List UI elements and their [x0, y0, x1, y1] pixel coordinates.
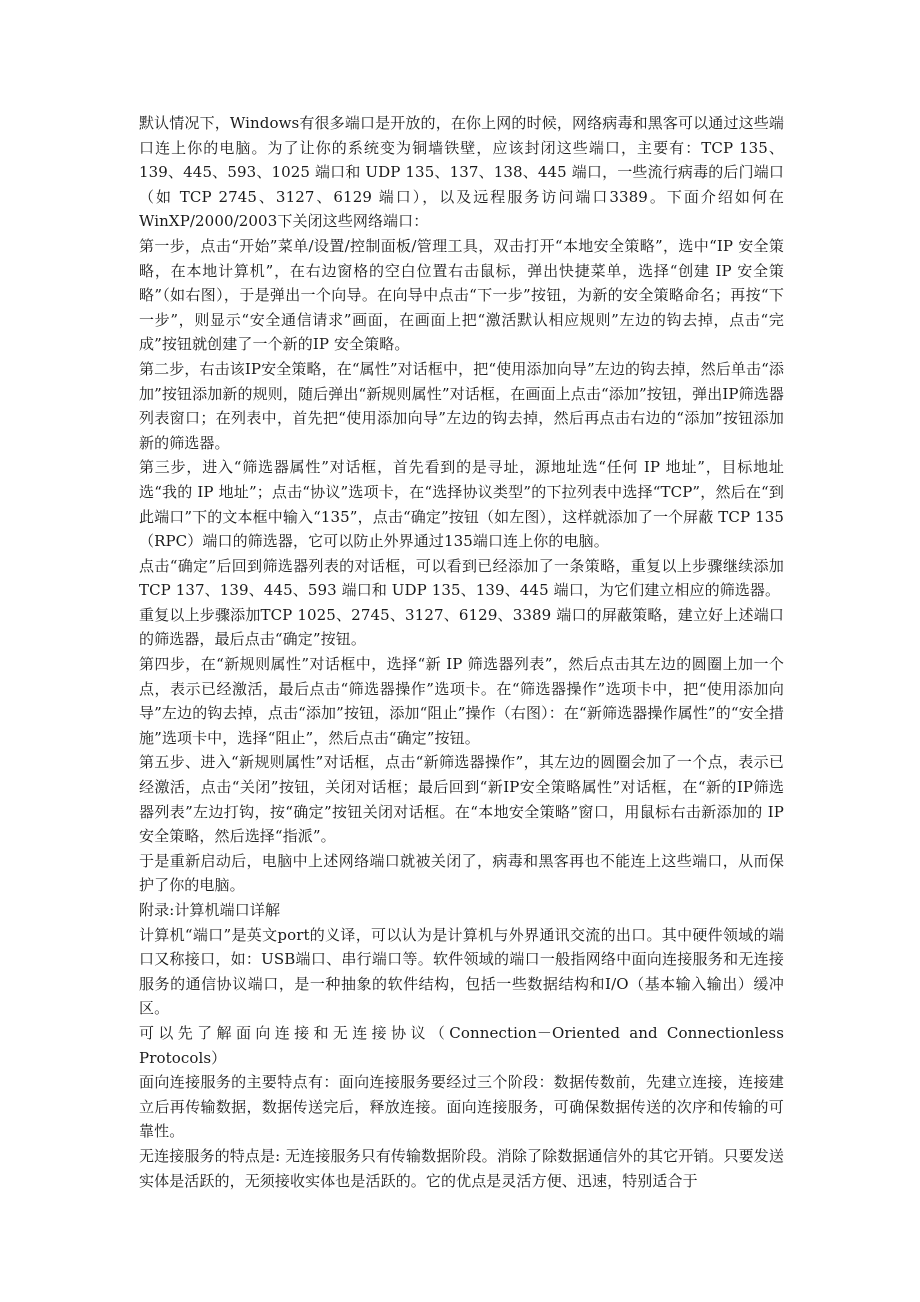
paragraph-intro: 默认情况下，Windows有很多端口是开放的，在你上网的时候，网络病毒和黑客可以通过这些端口连上你的电脑。为了让你的系统变为铜墙铁壁，应该封闭这些端口，主要有：TCP 135、139、445、593、1025 端口和 UDP 135、137、138、445 端口，一些流行病毒的后门端口（如 TCP 2745、3127、6129 端口），以及远程服务访问端口3389。下面介绍如何在WinXP/2000/2003下关闭这些网络端口：	[139, 114, 784, 231]
paragraph-step-5: 第五步、进入“新规则属性”对话框，点击“新筛选器操作”，其左边的圆圈会加了一个点，表示已经激活，点击“关闭”按钮，关闭对话框；最后回到“新IP安全策略属性”对话框，在“新的IP筛选器列表”左边打钩，按“确定”按钮关闭对话框。在“本地安全策略”窗口，用鼠标右击新添加的 IP 安全策略，然后选择“指派”。	[139, 753, 784, 846]
paragraph-step-3: 第三步，进入“筛选器属性”对话框，首先看到的是寻址，源地址选“任何 IP 地址”，目标地址选“我的 IP 地址”；点击“协议”选项卡，在“选择协议类型”的下拉列表中选择“TCP”，然后在“到此端口”下的文本框中输入“135”，点击“确定”按钮（如左图），这样就添加了一个屏蔽 TCP 135（RPC）端口的筛选器，它可以防止外界通过135端口连上你的电脑。	[139, 458, 784, 551]
paragraph-result: 于是重新启动后，电脑中上述网络端口就被关闭了，病毒和黑客再也不能连上这些端口，从而保护了你的电脑。	[139, 851, 784, 895]
paragraph-repeat-steps: 重复以上步骤添加TCP 1025、2745、3127、6129、3389 端口的屏蔽策略，建立好上述端口的筛选器，最后点击“确定”按钮。	[139, 605, 784, 649]
appendix-heading: 附录:计算机端口详解	[139, 901, 281, 919]
paragraph-confirm-filters: 点击“确定”后回到筛选器列表的对话框，可以看到已经添加了一条策略，重复以上步骤继续添加 TCP 137、139、445、593 端口和 UDP 135、139、445 端口，为它们建立相应的筛选器。	[139, 556, 784, 600]
paragraph-connection-oriented: 面向连接服务的主要特点有：面向连接服务要经过三个阶段：数据传数前，先建立连接，连接建立后再传输数据，数据传送完后，释放连接。面向连接服务，可确保数据传送的次序和传输的可靠性。	[139, 1073, 784, 1141]
paragraph-step-4: 第四步，在“新规则属性”对话框中，选择“新 IP 筛选器列表”，然后点击其左边的圆圈上加一个点，表示已经激活，最后点击“筛选器操作”选项卡。在“筛选器操作”选项卡中，把“使用添加向导”左边的钩去掉，点击“添加”按钮，添加“阻止”操作（右图）：在“新筛选器操作属性”的“安全措施”选项卡中，选择“阻止”，然后点击“确定”按钮。	[139, 655, 784, 747]
paragraph-connectionless: 无连接服务的特点是: 无连接服务只有传输数据阶段。消除了除数据通信外的其它开销。只要发送实体是活跃的，无须接收实体也是活跃的。它的优点是灵活方便、迅速，特别适合于	[139, 1146, 784, 1190]
document-body	[139, 111, 784, 1193]
paragraph-protocols-intro: 可以先了解面向连接和无连接协议（Connection－Oriented and Connectionless Protocols）	[139, 1023, 784, 1067]
paragraph-step-1: 第一步，点击“开始”菜单/设置/控制面板/管理工具，双击打开“本地安全策略”，选中“IP 安全策略，在本地计算机”，在右边窗格的空白位置右击鼠标，弹出快捷菜单，选择“创建 IP 安全策略”（如右图），于是弹出一个向导。在向导中点击“下一步”按钮，为新的安全策略命名；再按“下一步”，则显示“安全通信请求”画面，在画面上把“激活默认相应规则”左边的钩去掉，点击“完成”按钮就创建了一个新的IP 安全策略。	[139, 236, 784, 354]
paragraph-port-definition: 计算机“端口”是英文port的义译，可以认为是计算机与外界通讯交流的出口。其中硬件领域的端口又称接口，如：USB端口、串行端口等。软件领域的端口一般指网络中面向连接服务和无连接服务的通信协议端口，是一种抽象的软件结构，包括一些数据结构和I/O（基本输入输出）缓冲区。	[139, 925, 784, 1018]
paragraph-step-2: 第二步，右击该IP安全策略，在“属性”对话框中，把“使用添加向导”左边的钩去掉，然后单击“添加”按钮添加新的规则，随后弹出“新规则属性”对话框，在画面上点击“添加”按钮，弹出IP筛选器列表窗口；在列表中，首先把“使用添加向导”左边的钩去掉，然后再点击右边的“添加”按钮添加新的筛选器。	[139, 359, 784, 452]
